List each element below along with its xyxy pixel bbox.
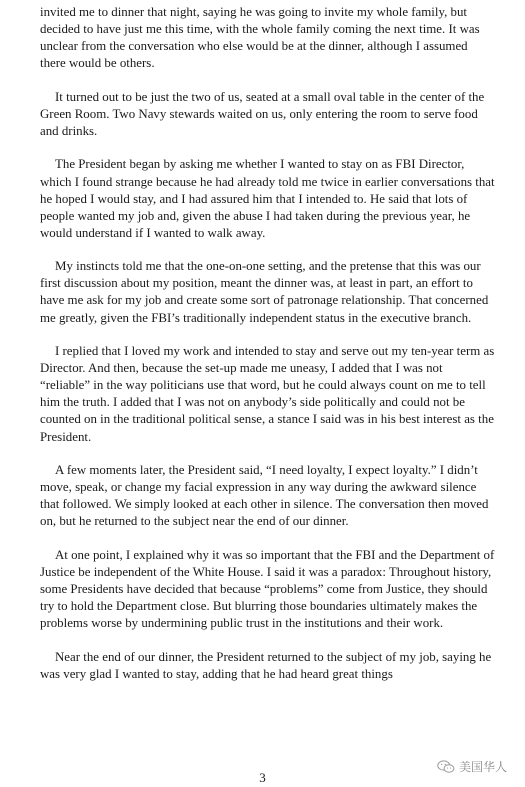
watermark bbox=[437, 758, 507, 775]
watermark-text: 美国华人 bbox=[458, 760, 507, 774]
paragraph-1: invited me to dinner that night, saying he was going to invite my whole family, but decided to have just me this time, with the whole family coming the next time. It was unclear from the conversation who else would be at the dinner, although I assumed there would be others. bbox=[40, 5, 480, 71]
paragraph-5: I replied that I loved my work and intended to stay and serve out my ten-year term as Director. And then, because the set-up made me uneasy, I added that I was not “reliable” in the way politicians use that word, but he could always count on me to tell him the truth. I added that I was not on anybody’s side politically and could not be counted on in the traditional political sense, a stance I said was in his best interest as the President. bbox=[40, 344, 495, 444]
paragraph-6: A few moments later, the President said, “I need loyalty, I expect loyalty.” I didn’t move, speak, or change my facial expression in any way during the awkward silence that followed. We simply looked at each other in silence. The conversation then moved on, but he returned to the subject near the end of our dinner. bbox=[40, 463, 489, 529]
wechat-icon bbox=[437, 760, 455, 774]
paragraph-7: At one point, I explained why it was so important that the FBI and the Department of Justice be independent of the White House. I said it was a paradox: Throughout history, some Presidents have decided that because “problems” come from Justice, they should try to hold the Department close. But blurring those boundaries ultimately makes the problems worse by undermining public trust in the institutions and their work. bbox=[40, 547, 495, 631]
paragraph-4: My instincts told me that the one-on-one setting, and the pretense that this was our first discussion about my position, meant the dinner was, at least in part, an effort to have me ask for my job and create some sort of patronage relationship. That concerned me greatly, given the FBI’s traditionally independent status in the executive branch. bbox=[40, 259, 489, 325]
page-number: 3 bbox=[259, 770, 266, 785]
paragraph-8: Near the end of our dinner, the President returned to the subject of my job, saying he was very glad I wanted to stay, adding that he had heard great things bbox=[40, 649, 492, 681]
paragraph-2: It turned out to be just the two of us, seated at a small oval table in the center of the Green Room. Two Navy stewards waited on us, only entering the room to serve food and drinks. bbox=[40, 89, 485, 138]
document-body bbox=[40, 4, 495, 699]
paragraph-3: The President began by asking me whether I wanted to stay on as FBI Director, which I found strange because he had already told me twice in earlier conversations that he hoped I would stay, and I had assured him that I intended to. He said that lots of people wanted my job and, given the abuse I had taken during the previous year, he would understand if I wanted to walk away. bbox=[40, 157, 495, 240]
